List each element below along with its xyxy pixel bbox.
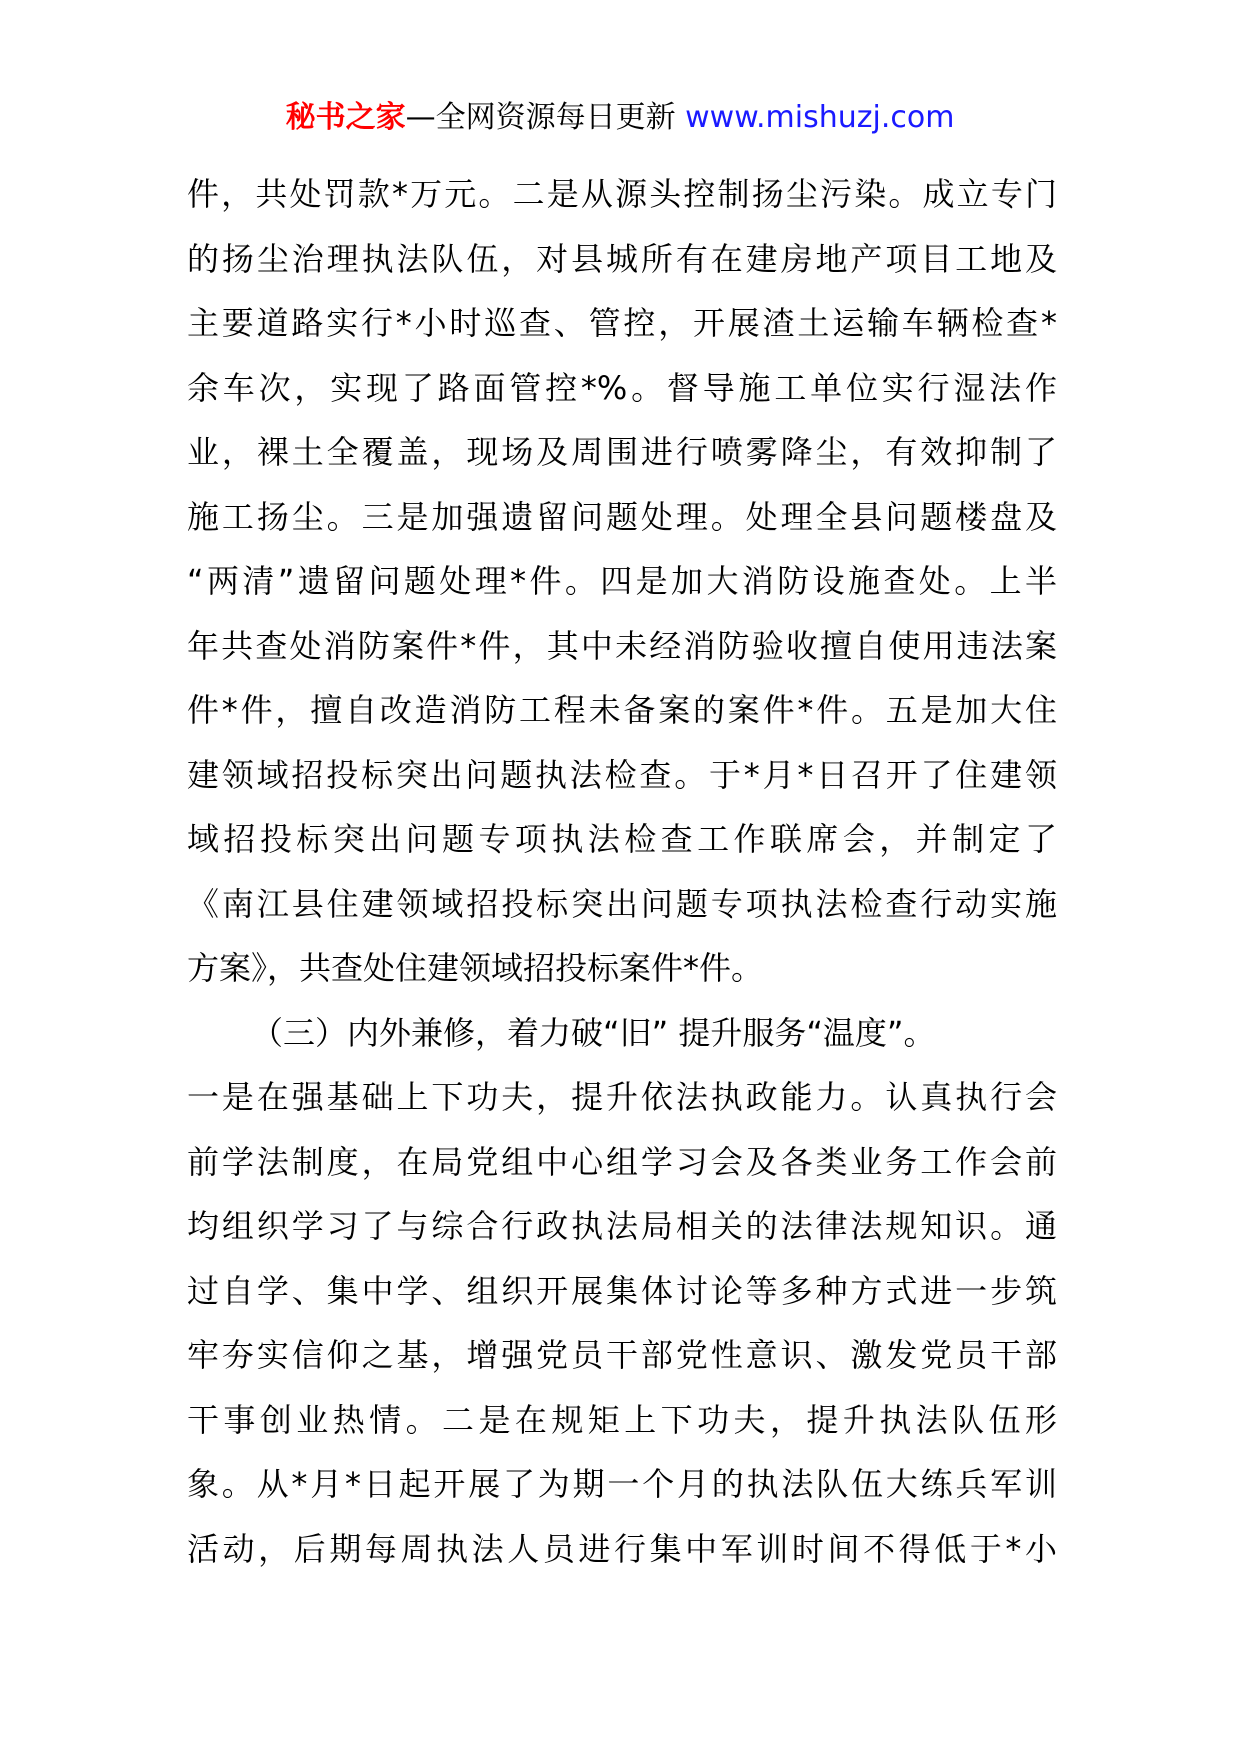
text-line: 一是在强基础上下功夫，提升依法执政能力。认真执行会 bbox=[187, 1078, 1057, 1116]
text-line: 均组织学习了与综合行政执法局相关的法律法规知识。通 bbox=[187, 1207, 1057, 1245]
header-url[interactable]: www.mishuzj.com bbox=[685, 100, 955, 135]
document-body bbox=[187, 162, 1057, 1581]
text-line: “两清”遗留问题处理*件。四是加大消防设施查处。上半 bbox=[187, 562, 1057, 600]
text-line: 业，裸土全覆盖，现场及周围进行喷雾降尘，有效抑制了 bbox=[187, 433, 1057, 471]
text-line: 域招投标突出问题专项执法检查工作联席会，并制定了 bbox=[187, 820, 1057, 858]
text-line: 余车次，实现了路面管控*%。督导施工单位实行湿法作 bbox=[187, 368, 1057, 407]
text-line: 建领域招投标突出问题执法检查。于*月*日召开了住建领 bbox=[187, 755, 1057, 794]
text-line: 活动，后期每周执法人员进行集中军训时间不得低于*小 bbox=[187, 1529, 1057, 1568]
text-line: 象。从*月*日起开展了为期一个月的执法队伍大练兵军训 bbox=[187, 1465, 1057, 1503]
text-line: 的扬尘治理执法队伍，对县城所有在建房地产项目工地及 bbox=[187, 239, 1057, 278]
text-line: 过自学、集中学、组织开展集体讨论等多种方式进一步筑 bbox=[187, 1271, 1057, 1310]
header-tagline: —全网资源每日更新 bbox=[405, 100, 686, 135]
text-line: 方案》，共查处住建领域招投标案件*件。 bbox=[187, 949, 764, 987]
section-heading: （三）内外兼修，着力破“旧” 提升服务“温度”。 bbox=[251, 1013, 936, 1052]
text-line: 件*件，擅自改造消防工程未备案的案件*件。五是加大住 bbox=[187, 691, 1057, 729]
text-line: 件，共处罚款*万元。二是从源头控制扬尘污染。成立专门 bbox=[187, 175, 1057, 213]
text-line: 牢夯实信仰之基，增强党员干部党性意识、激发党员干部 bbox=[187, 1336, 1057, 1374]
text-line: 干事创业热情。二是在规矩上下功夫，提升执法队伍形 bbox=[187, 1400, 1057, 1439]
text-line: 前学法制度，在局党组中心组学习会及各类业务工作会前 bbox=[187, 1142, 1057, 1181]
text-line: 《南江县住建领域招投标突出问题专项执法检查行动实施 bbox=[187, 884, 1057, 923]
text-line: 主要道路实行*小时巡查、管控，开展渣土运输车辆检查* bbox=[187, 304, 1057, 342]
text-line: 年共查处消防案件*件，其中未经消防验收擅自使用违法案 bbox=[187, 626, 1057, 665]
text-line: 施工扬尘。三是加强遗留问题处理。处理全县问题楼盘及 bbox=[187, 497, 1057, 536]
page-header bbox=[0, 98, 1240, 138]
header-brand: 秘书之家 bbox=[285, 100, 406, 135]
